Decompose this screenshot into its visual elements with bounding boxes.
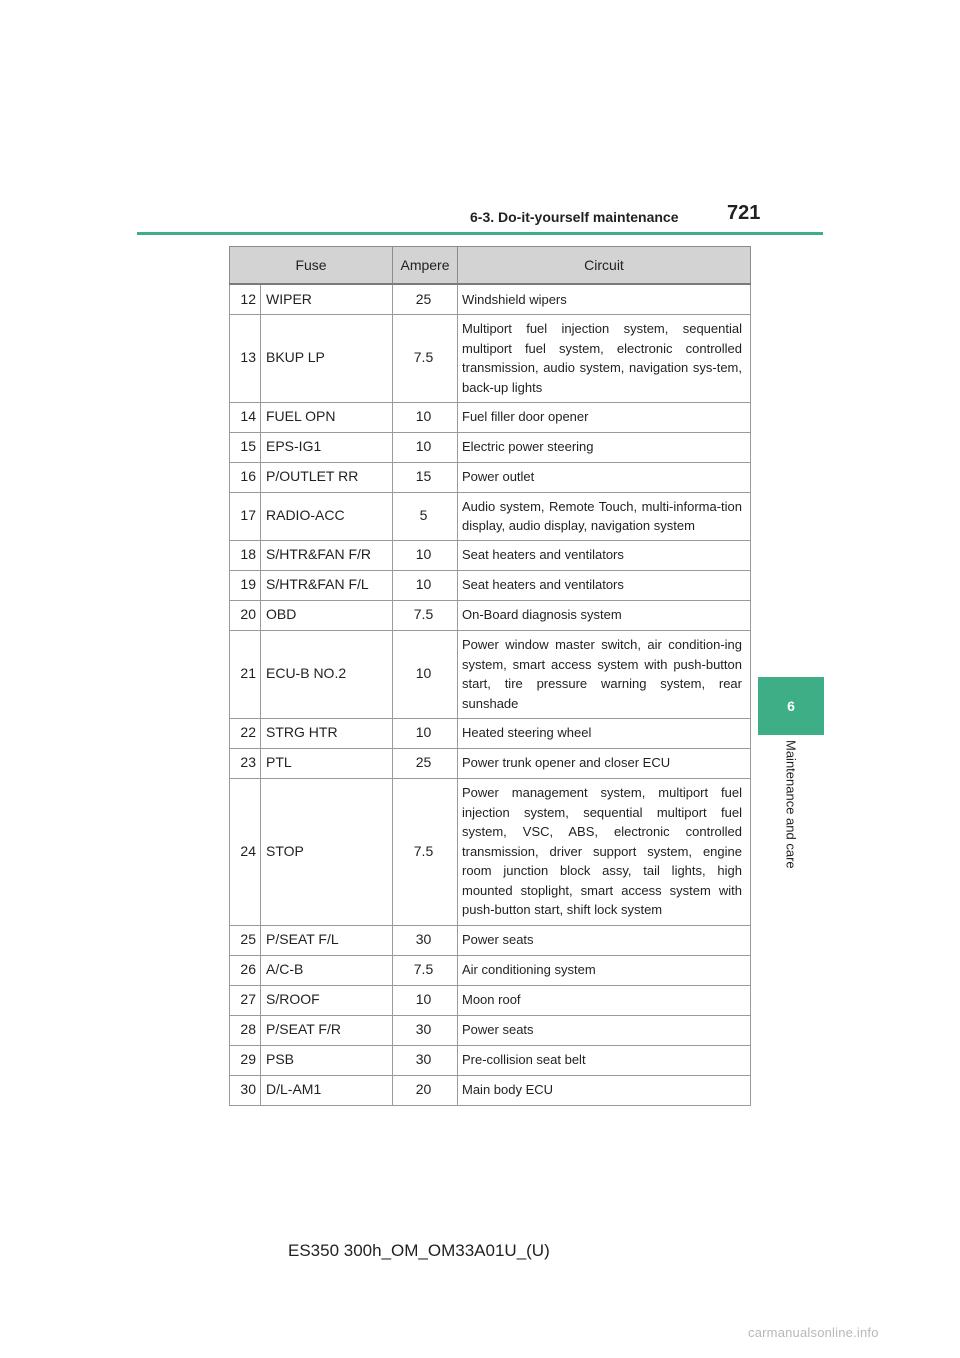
fuse-ampere: 10: [393, 630, 458, 718]
fuse-name: BKUP LP: [261, 314, 393, 402]
fuse-name: S/HTR&FAN F/L: [261, 570, 393, 600]
fuse-number: 22: [230, 718, 261, 748]
table-row: [230, 955, 751, 985]
fuse-number: 21: [230, 630, 261, 718]
fuse-circuit: On-Board diagnosis system: [458, 600, 751, 630]
column-header-fuse: Fuse: [230, 247, 393, 285]
table-row: [230, 600, 751, 630]
fuse-name: OBD: [261, 600, 393, 630]
fuse-table: [229, 246, 751, 1106]
fuse-circuit: Power seats: [458, 1015, 751, 1045]
watermark: carmanualsonline.info: [748, 1325, 879, 1340]
fuse-ampere: 7.5: [393, 778, 458, 925]
fuse-name: S/HTR&FAN F/R: [261, 540, 393, 570]
fuse-circuit: Audio system, Remote Touch, multi-informa-tion display, audio display, navigation system: [458, 492, 751, 540]
fuse-circuit: Fuel filler door opener: [458, 402, 751, 432]
table-row: [230, 1045, 751, 1075]
fuse-circuit: Windshield wipers: [458, 284, 751, 314]
table-row: [230, 432, 751, 462]
fuse-number: 29: [230, 1045, 261, 1075]
table-row: [230, 748, 751, 778]
table-row: [230, 718, 751, 748]
fuse-ampere: 30: [393, 1015, 458, 1045]
fuse-ampere: 7.5: [393, 314, 458, 402]
fuse-name: P/OUTLET RR: [261, 462, 393, 492]
fuse-name: FUEL OPN: [261, 402, 393, 432]
table-row: [230, 985, 751, 1015]
fuse-ampere: 25: [393, 284, 458, 314]
table-row: [230, 492, 751, 540]
fuse-number: 16: [230, 462, 261, 492]
chapter-tab[interactable]: [758, 677, 824, 735]
table-row: [230, 540, 751, 570]
column-header-ampere: Ampere: [393, 247, 458, 285]
fuse-name: P/SEAT F/R: [261, 1015, 393, 1045]
table-row: [230, 570, 751, 600]
fuse-name: A/C-B: [261, 955, 393, 985]
fuse-name: P/SEAT F/L: [261, 925, 393, 955]
fuse-number: 20: [230, 600, 261, 630]
fuse-name: EPS-IG1: [261, 432, 393, 462]
column-header-circuit: Circuit: [458, 247, 751, 285]
fuse-circuit: Seat heaters and ventilators: [458, 540, 751, 570]
fuse-number: 18: [230, 540, 261, 570]
fuse-ampere: 7.5: [393, 955, 458, 985]
header-divider: [137, 232, 823, 235]
fuse-table-body: [230, 284, 751, 1105]
document-code: ES350 300h_OM_OM33A01U_(U): [288, 1241, 550, 1260]
table-row: [230, 402, 751, 432]
fuse-number: 26: [230, 955, 261, 985]
fuse-ampere: 20: [393, 1075, 458, 1105]
fuse-ampere: 10: [393, 402, 458, 432]
table-row: [230, 314, 751, 402]
fuse-circuit: Power seats: [458, 925, 751, 955]
fuse-number: 23: [230, 748, 261, 778]
fuse-ampere: 10: [393, 540, 458, 570]
fuse-number: 25: [230, 925, 261, 955]
fuse-circuit: Electric power steering: [458, 432, 751, 462]
chapter-label-text: Maintenance and care: [783, 740, 799, 869]
fuse-number: 30: [230, 1075, 261, 1105]
fuse-circuit: Power trunk opener and closer ECU: [458, 748, 751, 778]
fuse-circuit: Moon roof: [458, 985, 751, 1015]
fuse-number: 28: [230, 1015, 261, 1045]
fuse-ampere: 10: [393, 985, 458, 1015]
fuse-circuit: Main body ECU: [458, 1075, 751, 1105]
fuse-number: 27: [230, 985, 261, 1015]
fuse-circuit: Power management system, multiport fuel injection system, sequential multiport fuel system, VSC, ABS, electronic controlled transmission, driver support system, engine room junction block assy, tail lights, high mounted stoplight, smart access system with push-button start, shift lock system: [458, 778, 751, 925]
fuse-circuit: Power outlet: [458, 462, 751, 492]
fuse-ampere: 10: [393, 570, 458, 600]
fuse-circuit: Seat heaters and ventilators: [458, 570, 751, 600]
fuse-number: 24: [230, 778, 261, 925]
fuse-name: ECU-B NO.2: [261, 630, 393, 718]
table-row: [230, 1015, 751, 1045]
fuse-circuit: Multiport fuel injection system, sequential multiport fuel system, electronic controlled transmission, audio system, navigation sys-tem, back-up lights: [458, 314, 751, 402]
fuse-circuit: Power window master switch, air condition-ing system, smart access system with push-button start, tire pressure warning system, rear sunshade: [458, 630, 751, 718]
fuse-name: WIPER: [261, 284, 393, 314]
table-row: [230, 630, 751, 718]
fuse-ampere: 10: [393, 432, 458, 462]
table-row: [230, 925, 751, 955]
table-row: [230, 1075, 751, 1105]
fuse-name: RADIO-ACC: [261, 492, 393, 540]
fuse-name: S/ROOF: [261, 985, 393, 1015]
fuse-ampere: 10: [393, 718, 458, 748]
table-row: [230, 284, 751, 314]
fuse-number: 12: [230, 284, 261, 314]
page-number: 721: [727, 202, 761, 224]
chapter-number: 6: [787, 698, 795, 714]
fuse-number: 17: [230, 492, 261, 540]
chapter-label: [758, 740, 824, 890]
fuse-ampere: 25: [393, 748, 458, 778]
fuse-name: STOP: [261, 778, 393, 925]
fuse-name: PSB: [261, 1045, 393, 1075]
fuse-circuit: Air conditioning system: [458, 955, 751, 985]
fuse-circuit: Heated steering wheel: [458, 718, 751, 748]
fuse-number: 14: [230, 402, 261, 432]
fuse-name: PTL: [261, 748, 393, 778]
fuse-number: 15: [230, 432, 261, 462]
fuse-name: STRG HTR: [261, 718, 393, 748]
section-title: 6-3. Do-it-yourself maintenance: [470, 209, 679, 225]
fuse-number: 13: [230, 314, 261, 402]
fuse-ampere: 30: [393, 925, 458, 955]
table-row: [230, 778, 751, 925]
fuse-ampere: 5: [393, 492, 458, 540]
fuse-circuit: Pre-collision seat belt: [458, 1045, 751, 1075]
table-header-row: [230, 247, 751, 285]
fuse-ampere: 30: [393, 1045, 458, 1075]
table-row: [230, 462, 751, 492]
fuse-number: 19: [230, 570, 261, 600]
fuse-ampere: 15: [393, 462, 458, 492]
fuse-name: D/L-AM1: [261, 1075, 393, 1105]
fuse-ampere: 7.5: [393, 600, 458, 630]
